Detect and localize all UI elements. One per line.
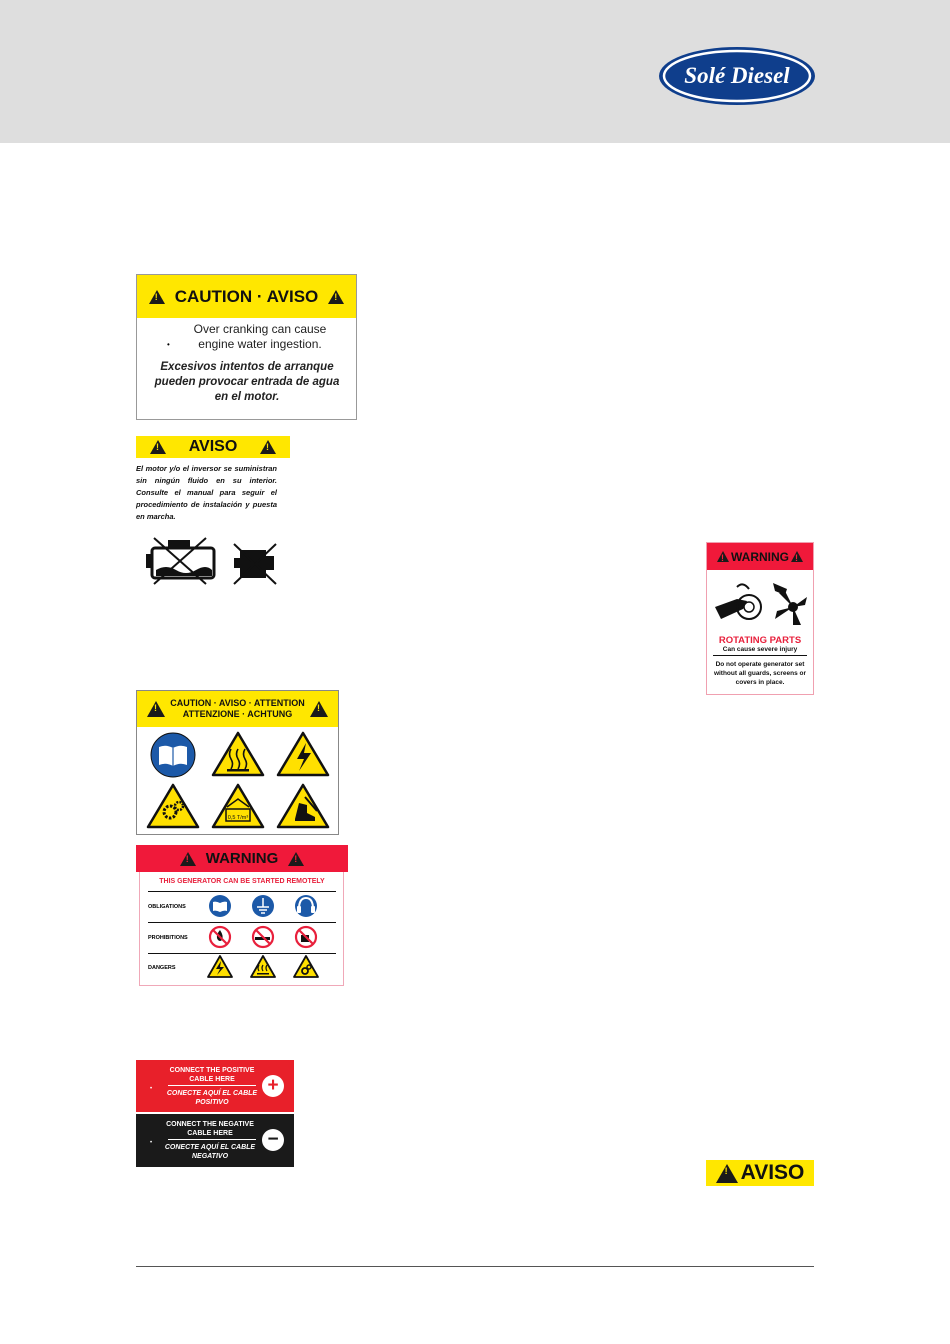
electric-shock-icon (208, 956, 232, 977)
ear-protection-icon (295, 895, 317, 917)
bullet-dot: • (150, 1086, 153, 1092)
bullet-dot: • (167, 340, 170, 349)
multi-caution-title-1: CAUTION · AVISO · ATTENTION (170, 698, 305, 708)
warning-triangle-icon (150, 440, 166, 454)
multi-caution-title-2: ATTENZIONE · ACHTUNG (182, 709, 293, 719)
read-manual-icon (151, 733, 195, 777)
rotating-parts-label (706, 542, 814, 695)
row-label-prohibitions: PROHIBITIONS (148, 935, 188, 941)
inverter-no-fluid-icon (232, 542, 278, 586)
warning-triangle-icon (310, 701, 328, 717)
weight-text: 0,5 T/m³ (227, 815, 249, 821)
warning-triangle-icon (791, 551, 803, 562)
aviso-fluid-label (136, 436, 290, 586)
remote-subtitle: THIS GENERATOR CAN BE STARTED REMOTELY (159, 878, 325, 885)
rotating-heading: ROTATING PARTS (718, 635, 802, 646)
remote-start-label (136, 845, 348, 987)
warning-triangle-icon (716, 1164, 738, 1183)
no-fire-icon (210, 927, 230, 947)
caution-title: CAUTION · AVISO (174, 286, 319, 306)
caution-label (136, 274, 357, 420)
footer-rule (136, 1266, 814, 1267)
read-manual-icon (209, 895, 231, 917)
warning-triangle-icon (147, 701, 165, 717)
caution-spanish-text: Excesivos intentos de arranque pueden provocar entrada de agua en el motor. (154, 361, 340, 403)
rotating-gears-icon (294, 956, 318, 977)
multi-caution-label (136, 690, 339, 835)
foot-crush-icon (278, 785, 328, 827)
divider (168, 1139, 256, 1140)
negative-en-text: CONNECT THE NEGATIVE CABLE HERE (166, 1121, 254, 1137)
hot-surface-icon (251, 956, 275, 977)
engine-no-fluid-icon (146, 534, 226, 586)
positive-es-text: CONECTE AQUÍ EL CABLE POSITIVO (166, 1090, 258, 1106)
warning-triangle-icon (180, 852, 196, 866)
aviso-small-title: AVISO (740, 1161, 805, 1184)
aviso-fluid-text: El motor y/o el inversor se suministran sin ningún fluido en su interior. Consulte el manual para seguir el procedimiento de instalación y puesta en marcha. (136, 464, 277, 521)
ground-icon (252, 895, 274, 917)
divider (148, 891, 336, 892)
divider (713, 655, 807, 656)
row-label-dangers: DANGERS (148, 965, 176, 971)
negative-cable-label (136, 1114, 294, 1167)
hot-surface-icon (213, 733, 263, 775)
no-spray-icon (296, 927, 316, 947)
positive-en-text: CONNECT THE POSITIVE CABLE HERE (169, 1067, 255, 1083)
no-smoking-icon (253, 927, 273, 947)
negative-symbol-icon: − (262, 1129, 284, 1151)
rotating-hazard-icon (713, 579, 809, 629)
warning-triangle-icon (717, 551, 729, 562)
remote-title: WARNING (205, 850, 279, 867)
lifting-weight-icon (213, 785, 263, 827)
aviso-title: AVISO (188, 438, 238, 455)
rotating-text: Do not operate generator set without all guards, screens or covers in place. (713, 661, 807, 686)
divider (168, 1085, 256, 1086)
warning-triangle-icon (328, 290, 344, 304)
caution-english-text: Over cranking can cause engine water ingestion. (193, 322, 327, 351)
rotating-subheading: Can cause severe injury (722, 646, 798, 653)
aviso-small-label (706, 1160, 814, 1186)
warning-triangle-icon (260, 440, 276, 454)
negative-es-text: CONECTE AQUÍ EL CABLE NEGATIVO (164, 1144, 256, 1160)
warning-triangle-icon (149, 290, 165, 304)
warning-triangle-icon (288, 852, 304, 866)
positive-cable-label (136, 1060, 294, 1112)
row-label-obligations: OBLIGATIONS (148, 904, 186, 910)
logo-text: Solé Diesel (684, 63, 790, 88)
electric-shock-icon (278, 733, 328, 775)
sole-diesel-logo (657, 45, 817, 107)
rotating-title: WARNING (731, 549, 789, 564)
rotating-gears-icon (148, 785, 198, 827)
positive-symbol-icon: + (262, 1075, 284, 1097)
bullet-dot: • (150, 1140, 153, 1146)
